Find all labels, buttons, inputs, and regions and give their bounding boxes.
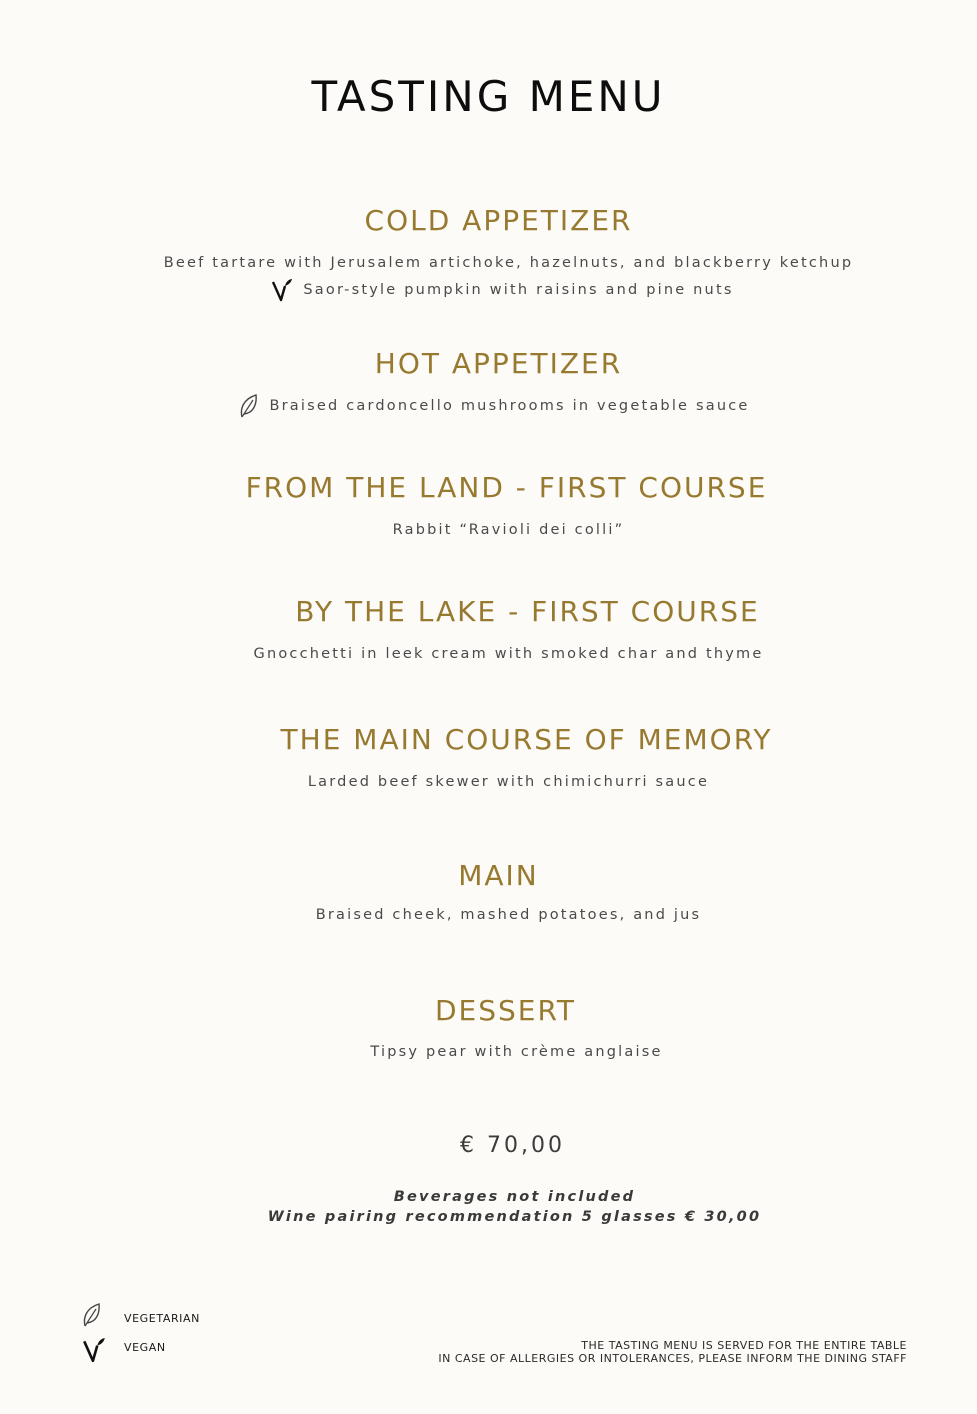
dish-beef-tartare: Beef tartare with Jerusalem artichoke, hazelnuts, and blackberry ketchup [163, 255, 854, 271]
section-heading-dessert: DESSERT [434, 994, 576, 1027]
vegan-icon [82, 1337, 106, 1367]
beverages-note: Beverages not included [393, 1189, 636, 1205]
vegetarian-leaf-icon [82, 1302, 102, 1332]
section-heading-main: MAIN [458, 859, 539, 892]
dish-pumpkin: Saor-style pumpkin with raisins and pine nuts [303, 282, 734, 298]
legend-vegetarian-label: VEGETARIAN [124, 1312, 200, 1325]
dish-gnocchetti: Gnocchetti in leek cream with smoked char and thyme [253, 646, 764, 662]
legend-vegan-label: VEGAN [124, 1341, 166, 1354]
dish-line-cardoncello [6, 393, 977, 419]
section-heading-by-the-lake: BY THE LAKE - FIRST COURSE [295, 595, 760, 628]
footer-note-table: THE TASTING MENU IS SERVED FOR THE ENTIRE TABLE [581, 1339, 907, 1352]
dish-braised-cheek: Braised cheek, mashed potatoes, and jus [315, 907, 702, 923]
wine-pairing-note: Wine pairing recommendation 5 glasses € 30,00 [267, 1209, 762, 1225]
page-title: TASTING MENU [311, 72, 666, 121]
footer-note-allergies: IN CASE OF ALLERGIES OR INTOLERANCES, PLEASE INFORM THE DINING STAFF [438, 1352, 907, 1365]
dish-tipsy-pear: Tipsy pear with crème anglaise [370, 1044, 663, 1060]
dish-cardoncello: Braised cardoncello mushrooms in vegetable sauce [269, 398, 750, 414]
section-heading-cold-appetizer: COLD APPETIZER [364, 204, 633, 237]
vegetarian-leaf-icon [239, 393, 259, 419]
section-heading-main-course-of-memory: THE MAIN COURSE OF MEMORY [280, 723, 773, 756]
dish-rabbit-ravioli: Rabbit “Ravioli dei colli” [392, 522, 625, 538]
dish-line-pumpkin [14, 278, 977, 302]
menu-price: € 70,00 [460, 1133, 565, 1158]
dish-beef-skewer: Larded beef skewer with chimichurri sauce [307, 774, 710, 790]
section-heading-hot-appetizer: HOT APPETIZER [374, 347, 623, 380]
vegan-icon [271, 278, 293, 302]
section-heading-from-the-land: FROM THE LAND - FIRST COURSE [245, 471, 768, 504]
